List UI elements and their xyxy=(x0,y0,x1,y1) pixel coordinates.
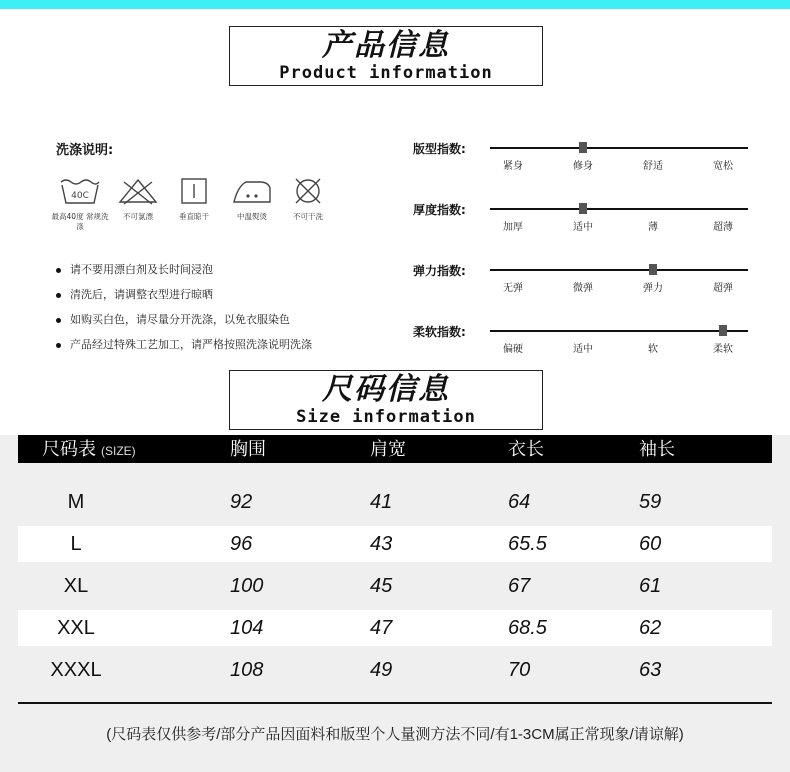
size-footnote: (尺码表仅供参考/部分产品因面料和版型个人量测方法不同/有1-3CM属正常现象/请谅解) xyxy=(106,726,684,743)
size-info-title-zh: 尺码信息 xyxy=(322,372,450,407)
bullet-icon xyxy=(56,268,61,273)
sleeve-cell: 59 xyxy=(639,491,662,513)
index-option: 适中 xyxy=(573,222,593,233)
length-column-header: 衣长 xyxy=(508,439,544,459)
length-cell: 64 xyxy=(508,491,531,513)
iron-medium-icon xyxy=(230,176,274,206)
no-dry-clean-icon xyxy=(286,176,330,206)
shoulder-cell: 49 xyxy=(370,659,393,681)
index-marker xyxy=(579,203,587,214)
sleeve-cell: 61 xyxy=(639,575,662,597)
sleeve-cell: 62 xyxy=(639,617,662,639)
bullet-icon xyxy=(56,343,61,348)
length-cell: 68.5 xyxy=(508,617,547,639)
table-row xyxy=(18,610,772,646)
index-scale-line xyxy=(490,330,748,332)
index-option: 舒适 xyxy=(643,161,663,172)
index-scale-line xyxy=(490,269,748,271)
bullet-icon xyxy=(56,293,61,298)
index-label: 厚度指数: xyxy=(413,203,466,217)
sleeve-cell: 63 xyxy=(639,659,662,681)
index-scale-line xyxy=(490,208,748,210)
no-bleach-icon xyxy=(116,176,160,206)
shoulder-cell: 47 xyxy=(370,617,393,639)
product-info-title-en: Product information xyxy=(279,63,493,83)
size-cell: XXL xyxy=(57,617,95,639)
size-cell: M xyxy=(67,491,85,513)
shoulder-column-header: 肩宽 xyxy=(370,439,406,459)
sleeve-cell: 60 xyxy=(639,533,662,555)
index-label: 弹力指数: xyxy=(413,264,466,278)
index-option: 超弹 xyxy=(713,283,733,294)
size-cell: XXXL xyxy=(50,659,102,681)
index-option: 弹力 xyxy=(643,283,663,294)
index-scale-line xyxy=(490,147,748,149)
index-label: 柔软指数: xyxy=(413,325,466,339)
index-option: 加厚 xyxy=(503,222,523,233)
bullet-icon xyxy=(56,318,61,323)
wash-40c-icon xyxy=(58,176,102,206)
index-option: 软 xyxy=(648,344,658,355)
index-marker xyxy=(649,264,657,275)
size-column-header: 尺码表 (SIZE) xyxy=(42,439,136,459)
chest-cell: 100 xyxy=(230,575,264,597)
table-bottom-rule xyxy=(18,702,772,704)
chest-column-header: 胸围 xyxy=(230,439,266,459)
care-label: 不可干洗 xyxy=(293,212,323,221)
size-cell: L xyxy=(70,533,82,555)
index-option: 紧身 xyxy=(503,161,523,172)
index-option: 微弹 xyxy=(573,283,593,294)
size-cell: XL xyxy=(63,575,89,597)
washing-note: 产品经过特殊工艺加工，请严格按照洗涤说明洗涤 xyxy=(56,336,312,352)
length-cell: 67 xyxy=(508,575,531,597)
chest-cell: 104 xyxy=(230,617,264,639)
index-option: 薄 xyxy=(648,222,658,233)
shoulder-cell: 43 xyxy=(370,533,393,555)
index-label: 版型指数: xyxy=(413,142,466,156)
length-cell: 70 xyxy=(508,659,531,681)
sleeve-column-header: 袖长 xyxy=(639,439,675,459)
accent-top-bar xyxy=(0,0,790,9)
length-cell: 65.5 xyxy=(508,533,547,555)
index-option: 偏硬 xyxy=(503,344,523,355)
index-marker xyxy=(719,325,727,336)
washing-title: 洗涤说明: xyxy=(56,143,114,158)
washing-note: 清洗后，请调整衣型进行晾晒 xyxy=(56,286,213,302)
index-option: 柔软 xyxy=(713,344,733,355)
washing-note: 请不要用漂白剂及长时间浸泡 xyxy=(56,261,213,277)
size-info-title-en: Size information xyxy=(296,407,476,427)
chest-cell: 108 xyxy=(230,659,264,681)
care-label: 最高40度 常规洗涤 xyxy=(51,212,109,231)
shoulder-cell: 41 xyxy=(370,491,393,513)
care-label: 不可氯漂 xyxy=(123,212,153,221)
washing-note: 如购买白色，请尽量分开洗涤，以免衣服染色 xyxy=(56,311,290,327)
table-row xyxy=(18,526,772,562)
hang-dry-icon xyxy=(172,176,216,206)
table-row xyxy=(18,484,772,520)
wash-temp-text: 40C xyxy=(71,191,89,201)
index-option: 超薄 xyxy=(713,222,733,233)
index-option: 修身 xyxy=(573,161,593,172)
index-option: 适中 xyxy=(573,344,593,355)
care-label: 中温熨烫 xyxy=(237,212,267,221)
index-option: 宽松 xyxy=(713,161,733,172)
chest-cell: 92 xyxy=(230,491,253,513)
product-info-title-zh: 产品信息 xyxy=(322,28,450,63)
table-row xyxy=(18,568,772,604)
table-row xyxy=(18,652,772,688)
size-info-title xyxy=(229,370,543,430)
product-info-title xyxy=(229,26,543,86)
chest-cell: 96 xyxy=(230,533,253,555)
shoulder-cell: 45 xyxy=(370,575,393,597)
care-label: 垂直晾干 xyxy=(179,212,209,221)
index-option: 无弹 xyxy=(503,283,523,294)
index-marker xyxy=(579,142,587,153)
size-table-header xyxy=(18,435,772,463)
